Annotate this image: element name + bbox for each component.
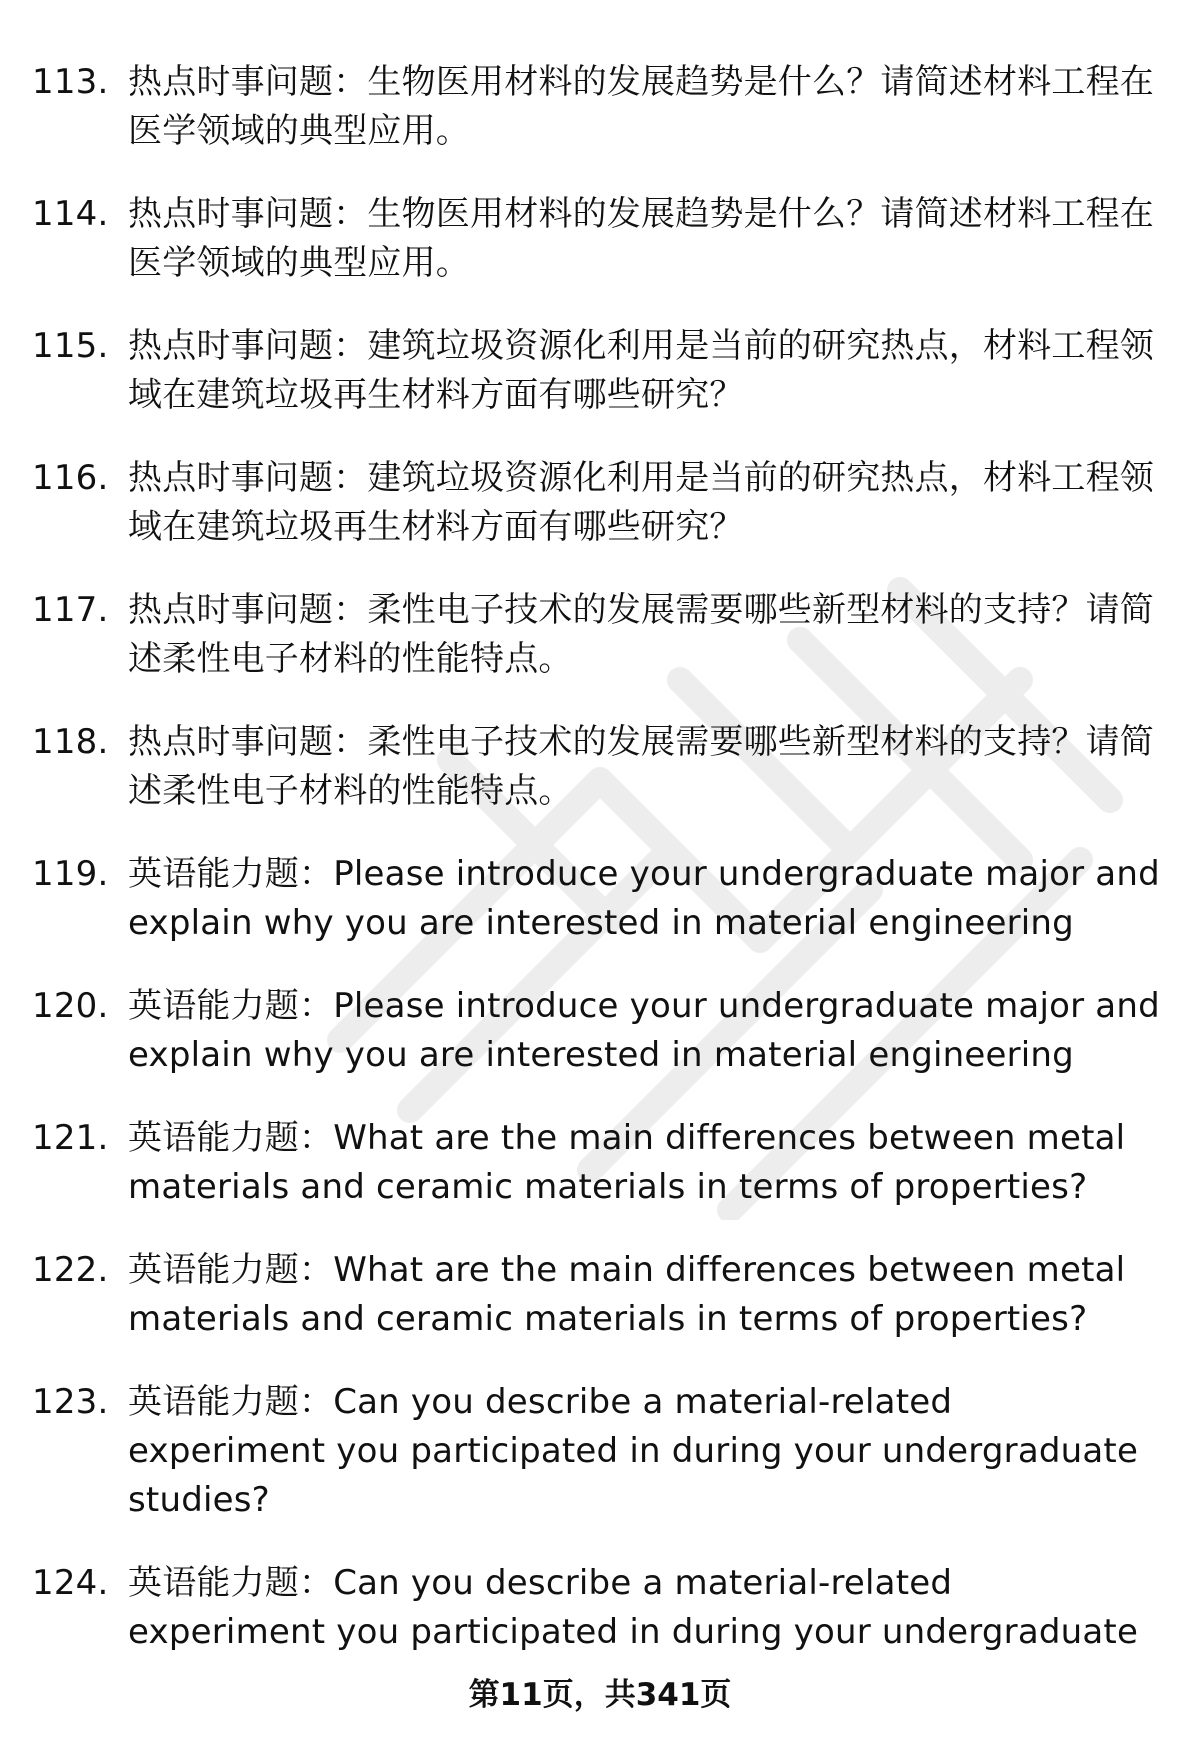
page-number: 第11页，共341页 bbox=[468, 1677, 732, 1713]
question-item bbox=[0, 982, 1200, 1080]
question-text: 热点时事问题：生物医用材料的发展趋势是什么？请简述材料工程在医学领域的典型应用。 bbox=[128, 62, 1154, 151]
page-footer bbox=[0, 1675, 1200, 1715]
question-text: 热点时事问题：柔性电子技术的发展需要哪些新型材料的支持？请简述柔性电子材料的性能特点。 bbox=[128, 590, 1154, 679]
question-number: 119. bbox=[32, 854, 109, 894]
question-text: 热点时事问题：建筑垃圾资源化利用是当前的研究热点，材料工程领域在建筑垃圾再生材料方面有哪些研究？ bbox=[128, 326, 1154, 415]
question-item bbox=[0, 190, 1200, 288]
question-number: 118. bbox=[32, 722, 109, 762]
question-text: 热点时事问题：生物医用材料的发展趋势是什么？请简述材料工程在医学领域的典型应用。 bbox=[128, 194, 1154, 283]
question-number: 116. bbox=[32, 458, 109, 498]
question-text: 英语能力题：Can you describe a material-related experiment you participated in during your undergraduate bbox=[128, 1563, 1139, 1652]
question-number: 124. bbox=[32, 1563, 109, 1603]
question-number: 121. bbox=[32, 1118, 109, 1158]
question-number: 114. bbox=[32, 194, 109, 234]
question-item bbox=[0, 850, 1200, 948]
question-number: 117. bbox=[32, 590, 109, 630]
question-number: 120. bbox=[32, 986, 109, 1026]
question-number: 115. bbox=[32, 326, 109, 366]
question-item bbox=[0, 1559, 1200, 1657]
question-list bbox=[0, 58, 1200, 1691]
question-item bbox=[0, 58, 1200, 156]
question-number: 122. bbox=[32, 1250, 109, 1290]
question-text: 英语能力题：Can you describe a material-related experiment you participated in during your undergraduate studies? bbox=[128, 1382, 1139, 1520]
question-text: 英语能力题：Please introduce your undergraduate major and explain why you are interested in material engineering bbox=[128, 986, 1160, 1075]
question-item bbox=[0, 1246, 1200, 1344]
question-item bbox=[0, 454, 1200, 552]
question-item bbox=[0, 1114, 1200, 1212]
question-item bbox=[0, 1378, 1200, 1525]
question-text: 英语能力题：What are the main differences between metal materials and ceramic materials in terms of properties? bbox=[128, 1250, 1126, 1339]
question-item bbox=[0, 322, 1200, 420]
question-text: 热点时事问题：建筑垃圾资源化利用是当前的研究热点，材料工程领域在建筑垃圾再生材料方面有哪些研究？ bbox=[128, 458, 1154, 547]
question-number: 113. bbox=[32, 62, 109, 102]
question-number: 123. bbox=[32, 1382, 109, 1422]
question-item bbox=[0, 718, 1200, 816]
question-item bbox=[0, 586, 1200, 684]
question-text: 英语能力题：Please introduce your undergraduate major and explain why you are interested in material engineering bbox=[128, 854, 1160, 943]
question-text: 热点时事问题：柔性电子技术的发展需要哪些新型材料的支持？请简述柔性电子材料的性能特点。 bbox=[128, 722, 1154, 811]
question-text: 英语能力题：What are the main differences between metal materials and ceramic materials in terms of properties? bbox=[128, 1118, 1126, 1207]
